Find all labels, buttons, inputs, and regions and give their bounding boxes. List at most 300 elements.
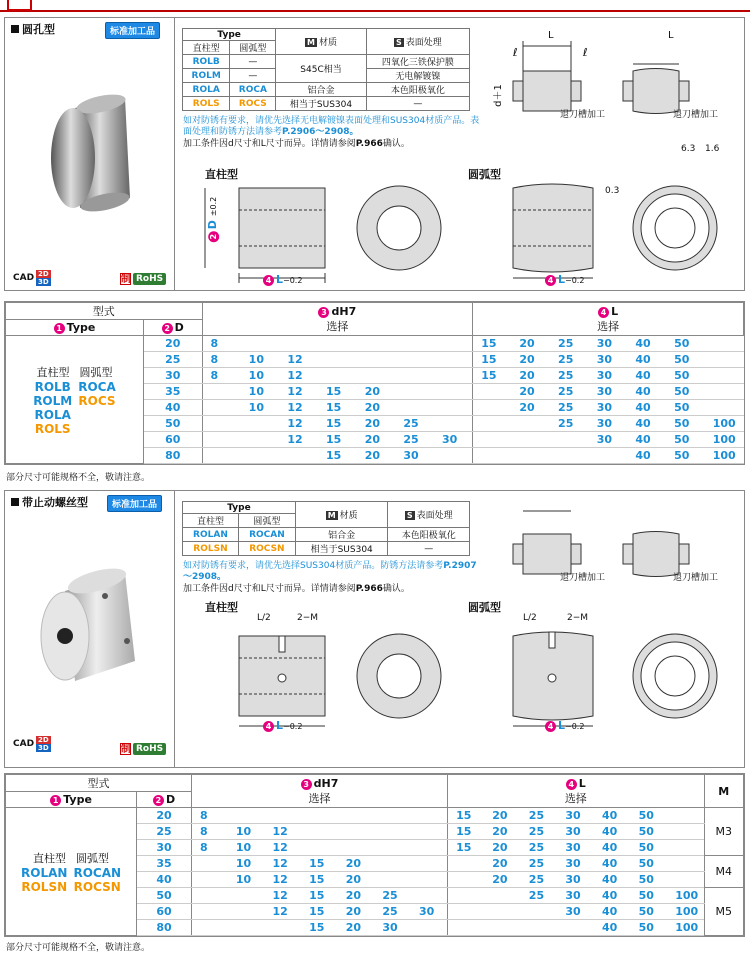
L-cell[interactable]: 50 (631, 808, 668, 824)
L-cell[interactable] (557, 920, 594, 936)
type-cell: 直柱型 圆弧型 ROLAN ROLSN ROCAN ROCSN (6, 808, 137, 936)
L-cell[interactable]: 40 (627, 352, 666, 368)
dh7-cell[interactable]: 15 (318, 416, 357, 432)
dh7-cell[interactable]: 12 (265, 856, 302, 872)
dh7-cell[interactable] (228, 888, 265, 904)
dh7-cell[interactable] (228, 904, 265, 920)
L-cell[interactable] (484, 888, 521, 904)
L-cell[interactable]: 15 (473, 368, 512, 384)
dh7-cell[interactable] (434, 336, 473, 352)
dh7-cell[interactable]: 10 (228, 824, 265, 840)
L-cell[interactable]: 40 (627, 448, 666, 464)
dh7-cell[interactable]: 10 (228, 872, 265, 888)
L-cell[interactable]: 20 (484, 840, 521, 856)
dh7-cell[interactable]: 8 (191, 824, 227, 840)
dh7-cell[interactable]: 20 (338, 872, 375, 888)
dh7-cell[interactable] (191, 920, 227, 936)
L-cell[interactable]: 30 (557, 904, 594, 920)
dim-D: 2D ±0.2 (206, 197, 219, 242)
roughness-63: 6.3 (681, 144, 696, 154)
dh7-cell[interactable]: 12 (279, 400, 318, 416)
dh7-cell[interactable] (374, 856, 411, 872)
dh7-cell[interactable] (202, 384, 241, 400)
section-setscrew (4, 490, 745, 768)
L-cell[interactable]: 20 (511, 352, 550, 368)
dh7-cell[interactable] (241, 432, 280, 448)
M-cell: M5 (704, 888, 743, 936)
L-cell[interactable]: 20 (511, 384, 550, 400)
dh7-cell[interactable] (434, 352, 473, 368)
L-cell[interactable]: 40 (594, 824, 631, 840)
L-cell[interactable]: 15 (448, 824, 485, 840)
dh7-cell[interactable] (374, 808, 411, 824)
note-processing: 加工条件因d尺寸和L尺寸而异。详情请参阅P.966确认。 (183, 139, 410, 149)
dim-Lbottom-arc: 4 L−0.2 (545, 273, 584, 286)
L-cell[interactable] (511, 448, 550, 464)
L-cell[interactable]: 25 (521, 872, 558, 888)
L-cell[interactable]: 100 (705, 432, 744, 448)
dh7-cell[interactable] (279, 448, 318, 464)
dim-L: L (548, 30, 554, 41)
manufacture-seal-icon-2: 制 (121, 744, 131, 755)
L-cell[interactable] (705, 400, 744, 416)
dh7-cell[interactable] (434, 416, 473, 432)
dh7-cell[interactable] (411, 808, 448, 824)
dim-l-right: ℓ (583, 46, 588, 59)
dim-dplus: d＋1 (492, 84, 504, 107)
D-cell: 20 (143, 336, 202, 352)
groove-diagram-2 (483, 499, 743, 609)
L-cell[interactable]: 50 (631, 824, 668, 840)
L-cell[interactable]: 100 (667, 920, 704, 936)
dh7-cell[interactable] (301, 840, 338, 856)
top-tab (7, 0, 32, 11)
dh7-cell[interactable] (395, 400, 434, 416)
dh7-cell[interactable] (202, 432, 241, 448)
dh7-cell[interactable]: 12 (279, 384, 318, 400)
section-title: 圆孔型 (11, 21, 55, 37)
dh7-cell[interactable]: 10 (241, 384, 280, 400)
L-cell[interactable]: 20 (511, 336, 550, 352)
dh7-cell[interactable] (301, 808, 338, 824)
L-cell[interactable]: 50 (666, 336, 705, 352)
dh7-cell[interactable]: 15 (301, 856, 338, 872)
L-cell[interactable]: 30 (557, 840, 594, 856)
note-rust: 如对防锈有要求，请优先选择无电解镀镍表面处理和SUS304材质产品。表面处理和防锈方法请参考P.2906～2908。 (183, 116, 480, 137)
groove-label-2: 退刀槽加工 (560, 573, 606, 583)
D-cell: 20 (137, 808, 192, 824)
L-cell[interactable]: 50 (631, 888, 668, 904)
L-cell[interactable] (667, 808, 704, 824)
dh7-cell[interactable] (338, 808, 375, 824)
L-cell[interactable]: 40 (594, 872, 631, 888)
L-cell[interactable]: 25 (550, 368, 589, 384)
label-straight: 直柱型 (205, 168, 238, 181)
dim-2m-arc: 2−M (567, 613, 589, 623)
L-cell[interactable]: 50 (631, 872, 668, 888)
dh7-cell[interactable] (191, 888, 227, 904)
L-cell[interactable]: 50 (666, 432, 705, 448)
L-cell[interactable] (705, 368, 744, 384)
M-cell: M4 (704, 856, 743, 888)
L-cell[interactable]: 100 (667, 904, 704, 920)
dh7-cell[interactable]: 12 (279, 416, 318, 432)
dh7-cell[interactable]: 25 (395, 432, 434, 448)
dh7-cell[interactable] (301, 824, 338, 840)
dh7-cell[interactable]: 25 (395, 416, 434, 432)
dh7-cell[interactable] (265, 808, 302, 824)
dh7-cell[interactable] (411, 856, 448, 872)
L-cell[interactable]: 100 (705, 416, 744, 432)
dh7-cell[interactable]: 10 (228, 856, 265, 872)
L-cell[interactable]: 15 (473, 336, 512, 352)
dim-l-left: ℓ (513, 46, 518, 59)
dh7-cell[interactable] (202, 416, 241, 432)
dim-Lbottom-arc-2: 4 L−0.2 (545, 719, 584, 732)
dh7-cell[interactable]: 12 (265, 824, 302, 840)
dh7-cell[interactable] (357, 352, 396, 368)
L-cell[interactable]: 40 (594, 840, 631, 856)
L-cell[interactable]: 25 (550, 352, 589, 368)
L-cell[interactable]: 40 (627, 416, 666, 432)
dim-03: 0.3 (605, 186, 620, 196)
product-panel (5, 18, 175, 290)
dh7-cell[interactable] (241, 448, 280, 464)
L-cell[interactable]: 30 (557, 872, 594, 888)
dh7-cell[interactable]: 15 (318, 448, 357, 464)
L-cell[interactable]: 40 (627, 400, 666, 416)
dh7-cell[interactable]: 25 (374, 904, 411, 920)
L-cell[interactable] (589, 448, 628, 464)
dh7-cell[interactable] (228, 808, 265, 824)
dh7-cell[interactable]: 12 (265, 888, 302, 904)
dh7-cell[interactable]: 8 (202, 352, 241, 368)
D-cell: 35 (143, 384, 202, 400)
D-cell: 80 (143, 448, 202, 464)
dh7-cell[interactable] (434, 368, 473, 384)
type-cell: 直柱型 圆弧型 ROLB ROLM ROLA ROLS ROCA ROCS (6, 336, 144, 464)
dh7-cell[interactable]: 30 (411, 904, 448, 920)
L-cell[interactable]: 50 (666, 368, 705, 384)
dh7-cell[interactable] (411, 872, 448, 888)
L-cell[interactable]: 50 (631, 856, 668, 872)
standard-badge-2: 标准加工品 (107, 495, 162, 512)
L-cell[interactable]: 20 (484, 808, 521, 824)
L-cell[interactable]: 50 (666, 352, 705, 368)
L-cell[interactable] (473, 400, 512, 416)
L-cell[interactable] (511, 416, 550, 432)
L-cell[interactable] (448, 888, 485, 904)
dh7-cell[interactable]: 20 (338, 856, 375, 872)
L-cell[interactable]: 20 (484, 872, 521, 888)
L-cell[interactable] (448, 856, 485, 872)
dh7-cell[interactable]: 20 (338, 888, 375, 904)
L-cell[interactable]: 40 (627, 432, 666, 448)
L-cell[interactable]: 25 (550, 384, 589, 400)
dim-l2: L/2 (257, 613, 271, 623)
top-bar (0, 0, 750, 12)
product-photo (5, 38, 175, 238)
D-cell: 40 (137, 872, 192, 888)
dh7-cell[interactable]: 20 (338, 920, 375, 936)
dh7-cell[interactable] (318, 352, 357, 368)
D-cell: 30 (143, 368, 202, 384)
dh7-cell[interactable] (338, 824, 375, 840)
label-arc: 圆弧型 (468, 168, 501, 181)
L-cell[interactable]: 30 (589, 352, 628, 368)
L-cell[interactable]: 25 (550, 336, 589, 352)
M-cell: M3 (704, 808, 743, 856)
dh7-cell[interactable] (411, 824, 448, 840)
dh7-cell[interactable]: 8 (202, 368, 241, 384)
L-cell[interactable]: 25 (521, 824, 558, 840)
dh7-cell[interactable]: 20 (357, 432, 396, 448)
dh7-cell[interactable] (374, 872, 411, 888)
L-cell[interactable]: 25 (521, 888, 558, 904)
dh7-cell[interactable]: 20 (357, 384, 396, 400)
L-cell[interactable] (521, 920, 558, 936)
dh7-cell[interactable]: 20 (357, 416, 396, 432)
dim-l2-arc: L/2 (523, 613, 537, 623)
L-cell[interactable] (448, 920, 485, 936)
L-cell[interactable]: 40 (627, 368, 666, 384)
L-cell[interactable] (473, 416, 512, 432)
dh7-cell[interactable]: 10 (241, 368, 280, 384)
dh7-cell[interactable]: 8 (191, 840, 227, 856)
L-cell[interactable]: 30 (589, 368, 628, 384)
L-cell[interactable]: 30 (557, 824, 594, 840)
dh7-cell[interactable]: 15 (301, 872, 338, 888)
section-title-2: 带止动螺丝型 (11, 494, 88, 510)
selection-table-1: 型式 3 dH7 选择 4 L 选择 1 Type 2 D 直柱型 圆弧型 ROLB ROLM ROLA ROLS ROCA ROCS 20 8 15 20 25 30 40 50 25 8 10 12 15 20 25 30 40 50 30 8 10 12 15 20 25 30 40 50 35 10 12 15 20 20 25 30 40 50 40 10 12 15 20 20 25 30 40 50 50 12 15 20 25 25 30 40 50 100 60 12 15 20 25 30 30 40 50 100 80 15 20 30 40 50 100 (4, 301, 745, 465)
L-cell[interactable]: 25 (521, 840, 558, 856)
note-rust-2: 如对防锈有要求，请优先选择SUS304材质产品。防锈方法请参考P.2907～2908。 (183, 561, 477, 582)
note-processing-2: 加工条件因d尺寸和L尺寸而异。详情请参阅P.966确认。 (183, 584, 410, 594)
D-cell: 50 (143, 416, 202, 432)
L-cell[interactable]: 50 (666, 448, 705, 464)
D-cell: 40 (143, 400, 202, 416)
label-straight-2: 直柱型 (205, 601, 238, 614)
L-cell[interactable]: 15 (473, 352, 512, 368)
L-cell[interactable] (550, 432, 589, 448)
dh7-cell[interactable]: 20 (357, 400, 396, 416)
D-cell: 50 (137, 888, 192, 904)
L-cell[interactable] (667, 824, 704, 840)
L-cell[interactable]: 50 (666, 384, 705, 400)
dh7-cell[interactable]: 20 (357, 448, 396, 464)
D-cell: 25 (137, 824, 192, 840)
L-cell[interactable]: 20 (511, 400, 550, 416)
dh7-cell[interactable] (241, 416, 280, 432)
manufacture-seal-icon: 制 (121, 274, 131, 285)
D-cell: 25 (143, 352, 202, 368)
D-cell: 80 (137, 920, 192, 936)
L-cell[interactable] (667, 856, 704, 872)
dh7-cell[interactable] (395, 336, 434, 352)
dim-2m: 2−M (297, 613, 319, 623)
dh7-cell[interactable]: 30 (395, 448, 434, 464)
dh7-cell[interactable] (191, 856, 227, 872)
roughness-16: 1.6 (705, 144, 720, 154)
type-table-2: Type M 材质 S 表面处理 直柱型 圆弧型 ROLAN ROCAN 铝合金 本色阳极氧化 ROLSN ROCSN 相当于SUS304 — (182, 501, 470, 556)
dh7-cell[interactable]: 8 (202, 336, 241, 352)
dh7-cell[interactable] (265, 920, 302, 936)
groove-label-arc: 退刀槽加工 (673, 110, 719, 120)
L-cell[interactable]: 50 (631, 904, 668, 920)
product-photo-2 (5, 511, 175, 711)
L-cell[interactable]: 30 (589, 400, 628, 416)
standard-badge: 标准加工品 (105, 22, 160, 39)
L-cell[interactable]: 25 (550, 400, 589, 416)
dh7-cell[interactable]: 10 (241, 400, 280, 416)
L-cell[interactable]: 30 (589, 336, 628, 352)
footnote-1: 部分尺寸可能规格不全，敬请注意。 (6, 473, 151, 483)
D-cell: 35 (137, 856, 192, 872)
dh7-cell[interactable]: 15 (301, 920, 338, 936)
rohs-badge: RoHS (133, 273, 166, 285)
D-cell: 60 (137, 904, 192, 920)
section-round-hole (4, 17, 745, 291)
L-cell[interactable]: 40 (627, 336, 666, 352)
dim-Lbottom-2: 4 L−0.2 (263, 719, 302, 732)
L-cell[interactable]: 40 (594, 904, 631, 920)
L-cell[interactable] (521, 904, 558, 920)
L-cell[interactable]: 25 (521, 808, 558, 824)
dh7-cell[interactable] (395, 384, 434, 400)
label-arc-2: 圆弧型 (468, 601, 501, 614)
product-panel-2 (5, 491, 175, 767)
dh7-cell[interactable] (191, 904, 227, 920)
L-cell[interactable]: 40 (594, 808, 631, 824)
dh7-cell[interactable]: 30 (434, 432, 473, 448)
dh7-cell[interactable]: 15 (318, 384, 357, 400)
L-cell[interactable] (473, 448, 512, 464)
dh7-cell[interactable] (434, 384, 473, 400)
L-cell[interactable] (550, 448, 589, 464)
groove-label: 退刀槽加工 (560, 110, 606, 120)
dh7-cell[interactable]: 15 (301, 888, 338, 904)
dh7-cell[interactable] (202, 400, 241, 416)
dh7-cell[interactable] (357, 336, 396, 352)
dh7-cell[interactable]: 8 (191, 808, 227, 824)
L-cell[interactable] (473, 432, 512, 448)
dh7-cell[interactable] (395, 352, 434, 368)
L-cell[interactable]: 25 (550, 416, 589, 432)
dh7-cell[interactable]: 10 (228, 840, 265, 856)
dim-L-arc: L (668, 30, 674, 41)
dh7-cell[interactable]: 12 (279, 432, 318, 448)
dh7-cell[interactable]: 12 (265, 840, 302, 856)
L-cell[interactable]: 100 (705, 448, 744, 464)
L-cell[interactable]: 50 (666, 416, 705, 432)
L-cell[interactable]: 100 (667, 888, 704, 904)
dh7-cell[interactable] (374, 824, 411, 840)
L-cell[interactable]: 20 (484, 824, 521, 840)
table-row (6, 336, 744, 352)
type-table: Type M 材质 S 表面处理 直柱型 圆弧型 ROLB — S45C相当 四氧化三铁保护膜 ROLM — 无电解镀镍 ROLA ROCA 铝合金 本色阳极氧化 ROLS ROCS 相当于SUS304 — (182, 28, 470, 111)
rohs-badge-2: RoHS (133, 743, 166, 755)
dh7-cell[interactable] (374, 840, 411, 856)
L-cell[interactable] (484, 904, 521, 920)
dh7-cell[interactable] (279, 336, 318, 352)
L-cell[interactable] (705, 384, 744, 400)
dh7-cell[interactable] (338, 840, 375, 856)
dh7-cell[interactable]: 15 (318, 400, 357, 416)
L-cell[interactable] (705, 352, 744, 368)
dh7-cell[interactable] (357, 368, 396, 384)
L-cell[interactable] (705, 336, 744, 352)
L-cell[interactable]: 25 (521, 856, 558, 872)
dh7-cell[interactable] (411, 840, 448, 856)
dh7-cell[interactable] (434, 400, 473, 416)
L-cell[interactable]: 50 (666, 400, 705, 416)
dh7-cell[interactable]: 12 (265, 872, 302, 888)
L-cell[interactable]: 30 (589, 384, 628, 400)
L-cell[interactable] (448, 872, 485, 888)
L-cell[interactable]: 30 (589, 416, 628, 432)
dh7-cell[interactable] (228, 920, 265, 936)
dh7-cell[interactable] (191, 872, 227, 888)
L-cell[interactable] (484, 920, 521, 936)
dh7-cell[interactable]: 10 (241, 352, 280, 368)
dh7-cell[interactable] (202, 448, 241, 464)
dh7-cell[interactable] (411, 888, 448, 904)
dh7-cell[interactable]: 30 (374, 920, 411, 936)
L-cell[interactable]: 15 (448, 840, 485, 856)
dh7-cell[interactable]: 12 (279, 352, 318, 368)
L-cell[interactable]: 30 (557, 888, 594, 904)
table-row (6, 808, 744, 824)
L-cell[interactable] (667, 872, 704, 888)
L-cell[interactable]: 30 (557, 808, 594, 824)
footnote-2: 部分尺寸可能规格不全，敬请注意。 (6, 943, 151, 953)
L-cell[interactable] (667, 840, 704, 856)
L-cell[interactable]: 40 (594, 856, 631, 872)
L-cell[interactable] (448, 904, 485, 920)
L-cell[interactable]: 20 (484, 856, 521, 872)
dh7-cell[interactable] (318, 368, 357, 384)
L-cell[interactable]: 50 (631, 920, 668, 936)
L-cell[interactable]: 50 (631, 840, 668, 856)
dh7-cell[interactable]: 15 (318, 432, 357, 448)
L-cell[interactable]: 40 (627, 384, 666, 400)
dh7-cell[interactable]: 15 (301, 904, 338, 920)
D-cell: 60 (143, 432, 202, 448)
dh7-cell[interactable] (395, 368, 434, 384)
dh7-cell[interactable]: 12 (265, 904, 302, 920)
dh7-cell[interactable] (411, 920, 448, 936)
cad-badge-2[interactable]: CAD 2D 3D (13, 736, 49, 752)
L-cell[interactable]: 40 (594, 888, 631, 904)
L-cell[interactable]: 15 (448, 808, 485, 824)
dh7-cell[interactable]: 12 (279, 368, 318, 384)
groove-label-arc-2: 退刀槽加工 (673, 573, 719, 583)
dim-Lbottom: 4 L−0.2 (263, 273, 302, 286)
dh7-cell[interactable]: 25 (374, 888, 411, 904)
L-cell[interactable] (473, 384, 512, 400)
dh7-cell[interactable]: 20 (338, 904, 375, 920)
L-cell[interactable] (511, 432, 550, 448)
dh7-cell[interactable] (318, 336, 357, 352)
cad-badge[interactable]: CAD 2D 3D (13, 270, 49, 286)
L-cell[interactable]: 40 (594, 920, 631, 936)
D-cell: 30 (137, 840, 192, 856)
L-cell[interactable]: 20 (511, 368, 550, 384)
L-cell[interactable]: 30 (557, 856, 594, 872)
dh7-cell[interactable] (241, 336, 280, 352)
dh7-cell[interactable] (434, 448, 473, 464)
L-cell[interactable]: 30 (589, 432, 628, 448)
